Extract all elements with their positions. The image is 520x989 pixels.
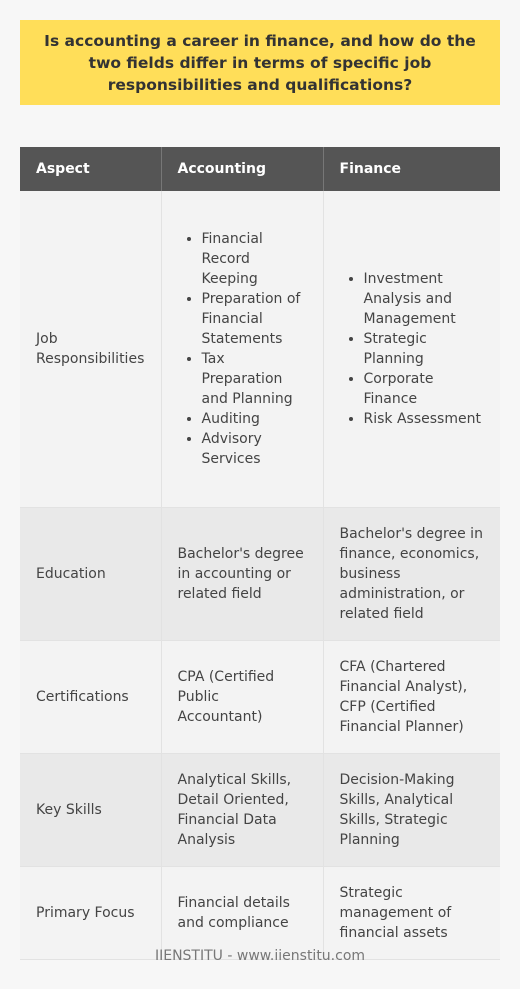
- aspect-cell: Education: [20, 507, 161, 640]
- list-item: • Strategic Planning: [364, 329, 485, 369]
- aspect-cell: Key Skills: [20, 753, 161, 866]
- aspect-cell: Primary Focus: [20, 866, 161, 959]
- table-header-row: [20, 147, 500, 191]
- accounting-cell: Analytical Skills, Detail Oriented, Financial Data Analysis: [161, 753, 323, 866]
- finance-responsibilities-list: [340, 269, 485, 429]
- finance-cell: Strategic management of financial assets: [323, 866, 500, 959]
- table-row: [20, 191, 500, 507]
- comparison-table: [20, 147, 500, 960]
- accounting-responsibilities-list: [178, 229, 307, 469]
- list-item: • Risk Assessment: [364, 409, 485, 429]
- header-finance: Finance: [323, 147, 500, 191]
- list-item: • Auditing: [202, 409, 307, 429]
- table-row: [20, 507, 500, 640]
- footer-credit: IIENSTITU - www.iienstitu.com: [154, 948, 366, 964]
- header-accounting: Accounting: [161, 147, 323, 191]
- list-item: • Investment Analysis and Management: [364, 269, 485, 329]
- table-row: [20, 866, 500, 959]
- accounting-cell: CPA (Certified Public Accountant): [161, 640, 323, 753]
- list-item: • Preparation of Financial Statements: [202, 289, 307, 349]
- list-item: • Advisory Services: [202, 429, 307, 469]
- finance-cell: CFA (Chartered Financial Analyst), CFP (Certified Financial Planner): [323, 640, 500, 753]
- table-row: [20, 640, 500, 753]
- header-aspect: Aspect: [20, 147, 161, 191]
- finance-cell: Bachelor's degree in finance, economics, business administration, or related field: [323, 507, 500, 640]
- accounting-cell: Bachelor's degree in accounting or related field: [161, 507, 323, 640]
- list-item: • Corporate Finance: [364, 369, 485, 409]
- finance-cell: [323, 191, 500, 507]
- aspect-cell: Job Responsibilities: [20, 191, 161, 507]
- list-item: • Financial Record Keeping: [202, 229, 307, 289]
- aspect-cell: Certifications: [20, 640, 161, 753]
- list-item: • Tax Preparation and Planning: [202, 349, 307, 409]
- accounting-cell: [161, 191, 323, 507]
- accounting-cell: Financial details and compliance: [161, 866, 323, 959]
- page-title: Is accounting a career in finance, and how do the two fields differ in terms of specific job responsibilities and qualifications?: [20, 20, 500, 105]
- finance-cell: Decision-Making Skills, Analytical Skills, Strategic Planning: [323, 753, 500, 866]
- table-row: [20, 753, 500, 866]
